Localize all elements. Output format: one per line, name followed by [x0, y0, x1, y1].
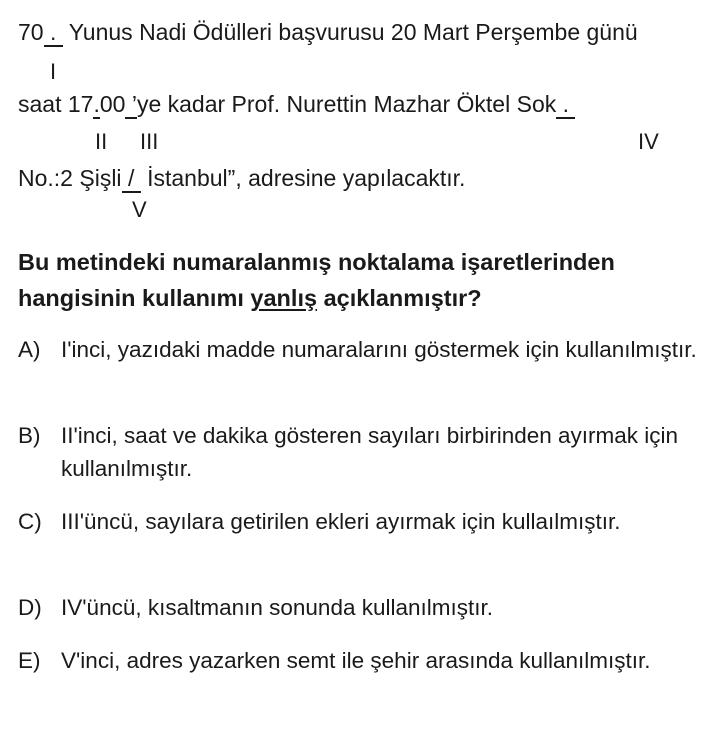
- punctuation-mark-3: ’: [125, 91, 137, 119]
- option-text: III'üncü, sayılara getirilen ekleri ayırmak için kullaılmıştır.: [61, 509, 621, 534]
- option-b[interactable]: [18, 419, 698, 485]
- option-text: II'inci, saat ve dakika gösteren sayıları birbirinden ayırmak için kullanılmıştır.: [61, 423, 679, 481]
- question-stem: Bu metindeki numaralanmış noktalama işaretlerinden hangisinin kullanımı yanlış açıklanmıştır?: [18, 249, 615, 311]
- passage-line-2: [18, 90, 575, 118]
- option-letter: A): [18, 337, 41, 362]
- option-a[interactable]: [18, 333, 698, 366]
- passage-text: saat 17: [18, 91, 94, 117]
- option-text: V'inci, adres yazarken semt ile şehir arasında kullanılmıştır.: [61, 648, 651, 673]
- option-c[interactable]: [18, 505, 698, 538]
- passage-text: No.:2 Şişli: [18, 165, 122, 191]
- option-text: I'inci, yazıdaki madde numaralarını göstermek için kullanılmıştır.: [61, 337, 697, 362]
- passage-text: İstanbul”, adresine yapılacaktır.: [140, 165, 466, 191]
- option-e[interactable]: [18, 644, 698, 677]
- option-text: IV'üncü, kısaltmanın sonunda kullanılmıştır.: [61, 595, 494, 620]
- passage-text: 70: [18, 19, 44, 45]
- punctuation-mark-1: .: [44, 19, 63, 47]
- option-letter: D): [18, 595, 42, 620]
- mark-label-1: I: [50, 59, 57, 84]
- mark-label-2: II: [95, 129, 108, 154]
- punctuation-mark-4: .: [556, 91, 575, 119]
- option-letter: C): [18, 509, 42, 534]
- mark-label-3: III: [140, 129, 159, 154]
- passage-text: 00: [99, 91, 126, 117]
- punctuation-mark-5: /: [122, 165, 141, 193]
- option-letter: B): [18, 423, 41, 448]
- passage-line-1: [18, 18, 638, 46]
- mark-label-5: V: [132, 197, 147, 222]
- passage-line-3: [18, 164, 465, 192]
- passage-text: Yunus Nadi Ödülleri başvurusu 20 Mart Perşembe günü: [62, 19, 638, 45]
- emphasized-word: yanlış: [250, 285, 318, 311]
- passage-text: ye kadar Prof. Nurettin Mazhar Öktel Sok: [136, 91, 557, 117]
- option-d[interactable]: [18, 591, 698, 624]
- option-letter: E): [18, 648, 41, 673]
- punctuation-mark-2: .: [93, 91, 100, 117]
- mark-label-4: IV: [638, 129, 659, 154]
